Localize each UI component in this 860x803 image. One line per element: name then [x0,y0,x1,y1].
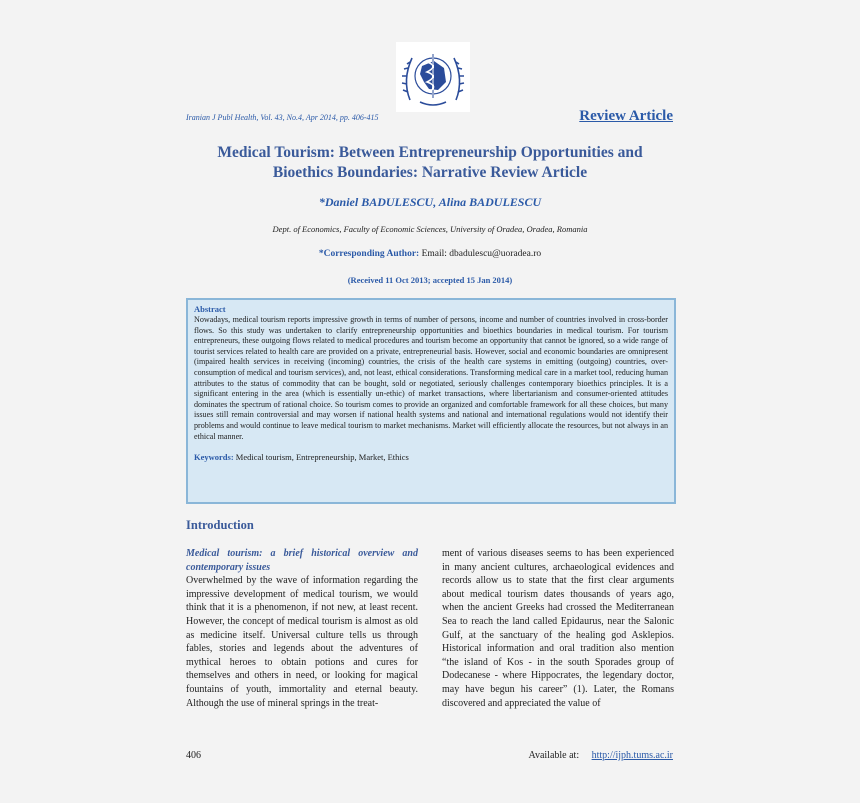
abstract-heading: Abstract [194,304,226,314]
article-title [186,143,674,183]
affiliation: Dept. of Economics, Faculty of Economic Sciences, University of Oradea, Oradea, Romania [272,224,588,234]
footer-availability [528,750,673,761]
section-subheading: Medical tourism: a brief historical overview and contemporary issues [186,548,418,573]
journal-emblem-icon [396,42,470,112]
title-line-1: Medical Tourism: Between Entrepreneurship Opportunities and [217,144,643,161]
available-label: Available at: [528,750,580,761]
corresponding-author [186,249,674,259]
body-column-right [442,547,674,710]
keywords-text: Medical tourism, Entrepreneurship, Market, Ethics [235,452,409,463]
corresponding-author-email: Email: dbadulescu@uoradea.ro [421,249,542,259]
title-line-2: Bioethics Boundaries: Narrative Review Article [272,164,588,181]
journal-reference: Iranian J Publ Health, Vol. 43, No.4, Apr 2014, pp. 406-415 [186,113,379,122]
received-dates: (Received 11 Oct 2013; accepted 15 Jan 2014) [347,275,513,285]
introduction-heading: Introduction [186,518,254,532]
page-number: 406 [186,750,201,761]
body-paragraph-left: Overwhelmed by the wave of information regarding the impressive development of medical tourism, we would think that it is a phenomenon, if not new, at least recent. However, the concept of medical tourism is almost as old as medicine itself. Universal culture tells us through fables, stories and legends about the adventures of mythical heroes to obtain potions and cures for themselves and others in need, or looking for magical fountains of youth, immortality and eternal beauty. Although the use of mineral springs in the treat- [186,575,418,709]
corresponding-author-label: *Corresponding Author: [318,249,420,259]
journal-url-link[interactable]: http://ijph.tums.ac.ir [591,750,673,761]
body-paragraph-right: ment of various diseases seems to has been experienced in many ancient cultures, archaeological evidences and records allow us to state that the first clear arguments about medical tourism dates thousands of years ago, when the ancient Greeks had crossed the Mediterranean Sea to reach the land called Epidaurus, near the Salonic Gulf, at the sanctuary of the healing god Asklepios. Historical information and oral tradition also mention “the island of Kos - in the south Sporades group of Dodecanese - where Hippocrates, the legendary doctor, may have begun his career” (1). Later, the Romans discovered and appreciated the value of [442,548,674,709]
abstract-box [186,298,676,504]
body-column-left [186,547,418,710]
keywords-label: Keywords: [194,452,234,463]
article-type-label: Review Article [579,108,673,124]
abstract-text: Nowadays, medical tourism reports impressive growth in terms of number of persons, income and number of countries involved in cross-border flows. So this study was undertaken to clarify entrepreneurship opportunities and bioethics boundaries in medical tourism. For tourism entrepreneurs, these outgoing flows related to medical procedures and tourism become an opportunity that cannot be ignored, so a wide range of tourist services related to health care are provided on a private, entrepreneurial basis. However, social and economic boundaries are omnipresent (impaired health services in receiving (incoming) countries, the crisis of the health care systems in emitting (outgoing) countries, over-consumption of medical and tourism services), and, not least, ethical considerations. Transforming medical care in a market tool, reducing human attributes to the status of commodity that can be bought, sold or negotiated, seriously challenges contemporary bioethics principles. It is a significant entering in the area (which is essentially un-ethic) of market transactions, where libertarianism and consumer-oriented attitudes dominates the spectrum of rational choice. So tourism comes to provide an organized and comfortable framework for all these choices, but many issues still remain controversial and may worsen if national health systems and national and international regulations would not identify their problems and would continue to leave medical tourism to market mechanisms. Market will efficiently allocate the resources, but not always in an ethical manner. [194,315,668,441]
abstract-keywords [194,452,668,463]
authors: *Daniel BADULESCU, Alina BADULESCU [318,195,542,209]
